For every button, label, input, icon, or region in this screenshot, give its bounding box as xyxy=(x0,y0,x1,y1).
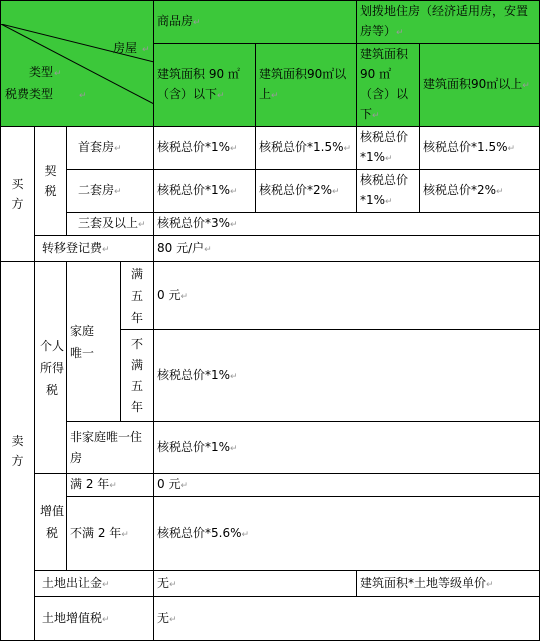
over-5-years-value-text: 0 元 xyxy=(157,287,181,302)
land-fee-cell: 土地出让金↵ xyxy=(35,571,154,597)
first-home-v3: 核税总价*1%↵ xyxy=(357,127,420,170)
second-home-cell: 二套房↵ xyxy=(67,170,154,213)
family-only-label: 家庭唯一 xyxy=(70,323,95,360)
under-5-years-cell xyxy=(121,330,154,422)
land-vat-value: 无↵ xyxy=(154,597,540,641)
buyer-label: 买方 xyxy=(11,177,24,211)
over-2-years-value: 0 元↵ xyxy=(154,474,540,497)
second-home-v1: 核税总价*1%↵ xyxy=(154,170,256,213)
land-vat-row xyxy=(1,597,540,641)
land-fee-row xyxy=(1,571,540,597)
land-fee-label: 土地出让金 xyxy=(42,575,103,590)
vat-under2-row xyxy=(1,497,540,571)
corner-label-tax-type: 税费类型 xyxy=(5,86,54,101)
land-vat-cell: 土地增值税↵ xyxy=(35,597,154,641)
second-home-v2: 核税总价*2%↵ xyxy=(256,170,357,213)
first-home-cell: 首套房↵ xyxy=(67,127,154,170)
commercial-large-area-header: 建筑面积90㎡以上↵ xyxy=(256,44,357,127)
not-only-home-cell xyxy=(67,422,154,474)
over-5-years-cell xyxy=(121,262,154,330)
corner-label-house: 房屋 xyxy=(113,40,138,55)
commercial-large-area-label: 建筑面积90㎡以上 xyxy=(259,67,347,101)
not-only-home-value-text: 核税总价*1% xyxy=(157,439,231,454)
allocated-large-area-label: 建筑面积90㎡以上 xyxy=(423,77,523,91)
first-home-v1: 核税总价*1%↵ xyxy=(154,127,256,170)
income-tax-over5-row xyxy=(1,262,540,330)
transfer-fee-value-text: 80 元/户 xyxy=(157,240,205,255)
third-home-cell: 三套及以上↵ xyxy=(67,213,154,236)
over-5-years-label: 满五年 xyxy=(130,266,143,325)
buyer-third-home-row xyxy=(1,213,540,236)
land-fee-allocated-value: 建筑面积*土地等级单价↵ xyxy=(357,571,540,597)
transfer-fee-row xyxy=(1,236,540,262)
buyer-first-home-row xyxy=(1,127,540,170)
seller-label: 卖方 xyxy=(11,434,24,468)
corner-label-type: 类型 xyxy=(29,64,54,79)
third-home-value: 核税总价*3%↵ xyxy=(154,213,540,236)
first-home-v2: 核税总价*1.5%↵ xyxy=(256,127,357,170)
deed-tax-label: 契税 xyxy=(44,164,57,198)
under-2-years-value: 核税总价*5.6%↵ xyxy=(154,497,540,571)
under-2-years-label: 不满 2 年 xyxy=(70,525,122,540)
land-fee-commercial-value: 无↵ xyxy=(154,571,357,597)
second-home-v1-text: 核税总价*1% xyxy=(157,183,231,197)
transfer-fee-label: 转移登记费 xyxy=(42,240,103,255)
buyer-side-cell xyxy=(1,127,35,262)
third-home-label: 三套及以上 xyxy=(78,216,139,230)
first-home-v4: 核税总价*1.5%↵ xyxy=(420,127,540,170)
over-2-years-label: 满 2 年 xyxy=(70,477,110,491)
not-only-home-value: 核税总价*1%↵ xyxy=(154,422,540,474)
transfer-fee-value: 80 元/户↵ xyxy=(154,236,540,262)
under-2-years-cell: 不满 2 年↵ xyxy=(67,497,154,571)
commercial-small-area-label: 建筑面积 90 ㎡（含）以下 xyxy=(157,67,240,101)
second-home-v4-text: 核税总价*2% xyxy=(423,183,497,197)
second-home-v3-text: 核税总价*1% xyxy=(360,173,409,207)
under-5-years-value-text: 核税总价*1% xyxy=(157,367,231,382)
land-vat-label: 土地增值税 xyxy=(42,610,103,625)
allocated-small-area-header: 建筑面积 90 ㎡（含）以下↵ xyxy=(357,44,420,127)
over-2-years-cell: 满 2 年↵ xyxy=(67,474,154,497)
vat-cell xyxy=(35,474,67,571)
third-home-value-text: 核税总价*3% xyxy=(157,216,231,230)
under-5-years-value: 核税总价*1%↵ xyxy=(154,330,540,422)
allocated-housing-label: 划拨地住房（经济适用房，安置房等） xyxy=(360,4,529,38)
commercial-housing-label: 商品房 xyxy=(157,14,194,28)
vat-over2-row xyxy=(1,474,540,497)
second-home-label: 二套房 xyxy=(78,183,115,197)
buyer-second-home-row xyxy=(1,170,540,213)
land-vat-value-text: 无 xyxy=(157,610,170,625)
deed-tax-cell xyxy=(35,127,67,236)
diagonal-header-cell: 房屋 ↵ 类型 ↵ 税费类型 ↵ xyxy=(1,1,154,127)
income-tax-label: 个人所得税 xyxy=(39,338,64,397)
seller-side-cell xyxy=(1,262,35,641)
second-home-v2-text: 核税总价*2% xyxy=(259,183,333,197)
first-home-v1-text: 核税总价*1% xyxy=(157,140,231,154)
allocated-housing-header: 划拨地住房（经济适用房，安置房等）↵ xyxy=(357,1,540,44)
allocated-small-area-label: 建筑面积 90 ㎡（含）以下 xyxy=(360,47,409,121)
over-2-years-value-text: 0 元 xyxy=(157,477,181,491)
vat-label: 增值税 xyxy=(39,504,64,540)
commercial-small-area-header: 建筑面积 90 ㎡（含）以下↵ xyxy=(154,44,256,127)
over-5-years-value: 0 元↵ xyxy=(154,262,540,330)
first-home-v4-text: 核税总价*1.5% xyxy=(423,140,508,154)
first-home-v2-text: 核税总价*1.5% xyxy=(259,140,344,154)
family-only-cell xyxy=(67,262,121,422)
land-fee-commercial-text: 无 xyxy=(157,575,170,590)
first-home-v3-text: 核税总价*1% xyxy=(360,130,409,164)
allocated-large-area-header: 建筑面积90㎡以上↵ xyxy=(420,44,540,127)
first-home-label: 首套房 xyxy=(78,140,115,154)
under-5-years-label: 不满五年 xyxy=(130,336,143,414)
income-tax-cell xyxy=(35,262,67,474)
not-only-home-row xyxy=(1,422,540,474)
second-home-v4: 核税总价*2%↵ xyxy=(420,170,540,213)
land-fee-allocated-text: 建筑面积*土地等级单价 xyxy=(360,575,487,590)
header-row-1 xyxy=(1,1,540,44)
under-2-years-value-text: 核税总价*5.6% xyxy=(157,525,242,540)
second-home-v3: 核税总价*1%↵ xyxy=(357,170,420,213)
transfer-fee-cell: 转移登记费↵ xyxy=(35,236,154,262)
not-only-home-label: 非家庭唯一住房 xyxy=(70,429,143,465)
commercial-housing-header: 商品房↵ xyxy=(154,1,357,44)
